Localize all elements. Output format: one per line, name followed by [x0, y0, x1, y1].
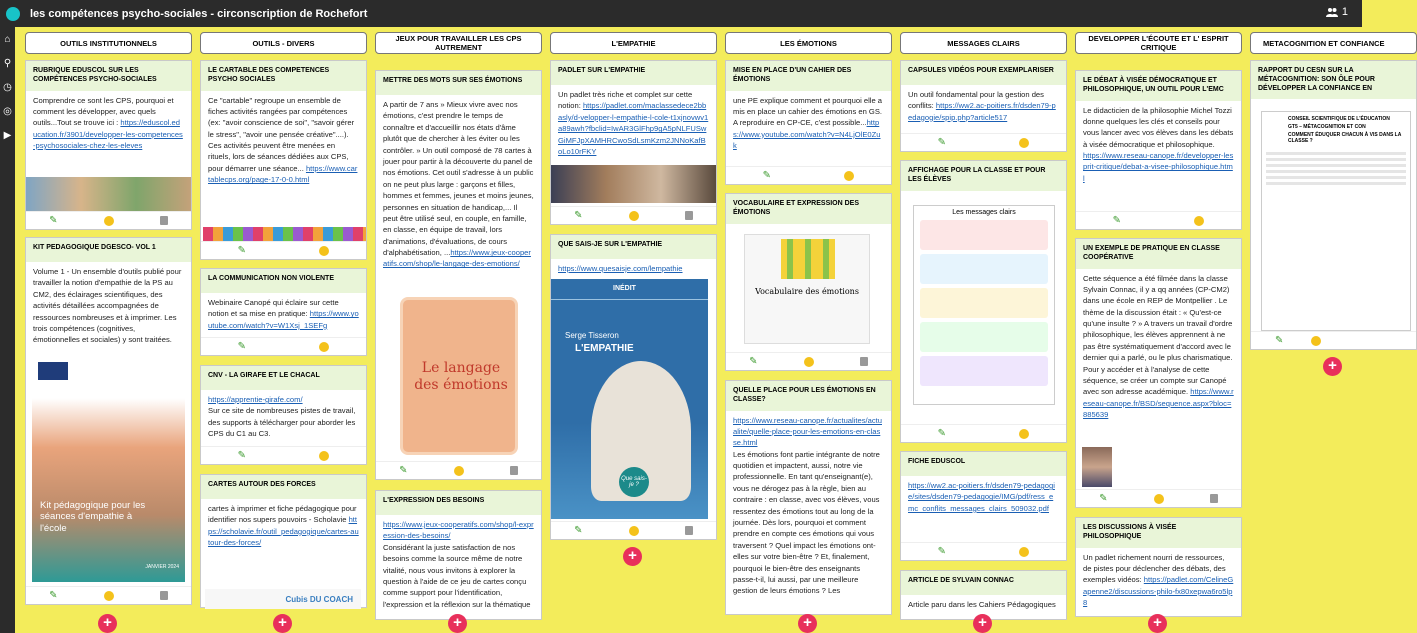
post-link[interactable]: https://www.cartablecps.org/page-17-0-0.html [208, 163, 358, 185]
column-header[interactable]: LES ÉMOTIONS [725, 32, 892, 54]
book-author: Serge Tisseron [565, 331, 619, 340]
post-card[interactable] [200, 268, 367, 356]
column-header[interactable]: L'EMPATHIE [550, 32, 717, 54]
left-toolbar [0, 27, 15, 633]
post-link[interactable]: https://www.jeux-cooperatifs.com/shop/le-langage-des-emotions/ [383, 248, 531, 269]
reaction-icon[interactable] [1194, 216, 1204, 226]
post-link[interactable]: https://www.youtube.com/watch?v=N4LjOlE0Zuk [733, 118, 881, 151]
column-empathie [550, 32, 717, 564]
post-text: Un outil fondamental pour la gestion des conflits: [908, 90, 1044, 111]
post-card[interactable] [1075, 238, 1242, 508]
column-ecoute-esprit-critique [1075, 32, 1242, 631]
post-card[interactable] [1250, 60, 1417, 350]
post-card[interactable] [200, 60, 367, 260]
pencil-icon[interactable]: ✎ [937, 428, 947, 439]
post-image [26, 177, 191, 211]
pencil-icon[interactable]: ✎ [574, 210, 583, 221]
post-text: Considérant la juste satisfaction de nos besoins comme la source même de notre vitalité, nous vous invitons à explorer la question à l'aide de ce jeu de cartes conçu comme support pour l'identification, l'expression et la réflexion sur la thématique [383, 542, 531, 609]
members-count: 1 [1341, 6, 1348, 18]
column-messages-clairs [900, 32, 1067, 631]
post-card[interactable] [900, 570, 1067, 620]
document-attachment-icon[interactable] [860, 357, 868, 366]
column-header[interactable]: OUTILS INSTITUTIONNELS [25, 32, 192, 54]
post-link[interactable]: https://scholavie.fr/outil_pedagogique/cartes-autour-des-forces/ [208, 515, 359, 548]
post-title: CNV - LA GIRAFE ET LE CHACAL [201, 366, 366, 390]
post-title: UN EXEMPLE DE PRATIQUE EN CLASSE COOPÉRATIVE [1076, 239, 1241, 269]
pencil-icon[interactable]: ✎ [399, 465, 408, 476]
pencil-icon[interactable]: ✎ [237, 450, 247, 461]
image-attachment-icon[interactable] [1210, 494, 1218, 503]
post-title: QUE SAIS-JE SUR L'EMPATHIE [551, 235, 716, 259]
add-post-button[interactable]: + [1323, 357, 1342, 376]
report-thumbnail [1261, 111, 1411, 331]
document-attachment-icon[interactable] [160, 591, 168, 600]
post-text: Volume 1 - Un ensemble d'outils publié pour travailler la notion d'empathie de la PS au CM2, des éclairages scientifiques, des activités détaillées accompagnées de ressources nombreuses et à imprimer. Les trois compétences (cognitives, émotionnelles et sociales) y sont traitées. [33, 267, 182, 345]
post-link[interactable]: https://ww2.ac-poitiers.fr/dsden79-pedagogie/sites/dsden79-pedagogie/IMG/pdf/ress_emc_conflits_messages_clairs_509032.pdf [908, 481, 1055, 513]
post-title: ARTICLE DE SYLVAIN CONNAC [901, 571, 1066, 595]
reaction-icon[interactable] [319, 342, 329, 352]
post-link[interactable]: https://www.reseau-canope.fr/BSD/sequence.aspx?bloc=885639 [1083, 387, 1234, 420]
post-text: Le didacticien de la philosophie Michel Tozzi donne quelques les clés et conseils pour vous lancer avec vos élèves dans les débats à visée démocratique et philosophique. [1083, 105, 1234, 149]
pencil-icon[interactable]: ✎ [1099, 493, 1108, 504]
post-title: METTRE DES MOTS SUR SES ÉMOTIONS [376, 71, 541, 95]
globe-icon[interactable]: ◎ [3, 105, 12, 117]
post-card[interactable] [375, 490, 542, 620]
pencil-icon[interactable]: ✎ [1275, 335, 1284, 346]
post-title: CARTES AUTOUR DES FORCES [201, 475, 366, 499]
author-photo [1082, 447, 1112, 487]
post-title: LE CARTABLE DES COMPETENCES PSYCHO SOCIALES [201, 61, 366, 91]
book-badge: INÉDIT [613, 285, 636, 292]
post-link[interactable]: https://eduscol.education.fr/3901/developper-les-competences-psychosociales-chez-les-eleves [33, 118, 183, 151]
reaction-icon[interactable] [319, 246, 329, 256]
post-title: RAPPORT DU CESN SUR LA MÉTACOGNITION: SON ÔLE POUR DÉVELOPPER LA CONFIANCE EN [1251, 61, 1416, 99]
report-heading: CONSEIL SCIENTIFIQUE DE L'ÉDUCATION [1288, 116, 1390, 122]
reaction-icon[interactable] [1019, 138, 1029, 148]
reaction-icon[interactable] [1019, 429, 1029, 439]
post-card[interactable] [375, 70, 542, 480]
column-metacognition [1250, 32, 1402, 374]
board [15, 27, 1402, 633]
post-text: une PE explique comment et pourquoi elle a mis en place un cahier des émotions en GS. A reproduire en CP-CE, c'est possible... [733, 95, 883, 128]
post-title: LE DÉBAT À VISÉE DÉMOCRATIQUE ET PHILOSOPHIQUE, UN OUTIL POUR L'EMC [1076, 71, 1241, 101]
post-image: Cubis DU COACH [205, 589, 361, 609]
column-emotions [725, 32, 892, 631]
post-card[interactable] [900, 451, 1067, 561]
reaction-icon[interactable] [454, 466, 464, 476]
column-jeux [375, 32, 542, 631]
post-link[interactable]: https://apprentie-girafe.com/ [208, 395, 303, 404]
vocab-image-title: Vocabulaire des émotions [755, 287, 859, 296]
post-title: FICHE EDUSCOL [901, 452, 1066, 476]
post-title: L'EXPRESSION DES BESOINS [376, 491, 541, 515]
post-text: Ce "cartable" regroupe un ensemble de fiches activités rangées par compétences (ex: "avoir conscience de soi", "savoir gérer le stress", "avoir une pensée créative"....). Ces activités peuvent être menées en rituels, lors de séances dédiées aux CPS, pour démarrer une séance... [208, 95, 355, 173]
post-card[interactable] [550, 234, 717, 540]
post-title: LA COMMUNICATION NON VIOLENTE [201, 269, 366, 293]
pencil-icon[interactable]: ✎ [937, 546, 947, 557]
people-icon [1326, 7, 1338, 17]
reaction-icon[interactable] [319, 451, 329, 461]
post-card[interactable] [1075, 517, 1242, 617]
reaction-icon[interactable] [844, 171, 854, 181]
post-card[interactable] [1075, 70, 1242, 230]
pencil-icon[interactable]: ✎ [237, 341, 247, 352]
post-text: Cette séquence a été filmée dans la classe Sylvain Connac, il y a qq années (CP-CM2) dans une école en REP de Montpellier . Le thème de la discussion était : « Qu'est-ce qu'une insulte ? » A travers un travail d'ordre philosophique, les élèves apprennent à ne pas être systématiquement d'accord avec le dernier qui a parlé, ou le plus charismatique. Pour y accéder et à l'analyse de cette séquence, se créer un compte sur Canopé avec son adresse académique. [1083, 273, 1233, 397]
add-post-button[interactable]: + [98, 614, 117, 633]
pencil-icon[interactable]: ✎ [1112, 215, 1122, 226]
post-card[interactable] [200, 474, 367, 608]
reaction-icon[interactable] [104, 591, 114, 601]
post-title: VOCABULAIRE ET EXPRESSION DES ÉMOTIONS [726, 194, 891, 224]
post-link[interactable]: https://ww2.ac-poitiers.fr/dsden79-pedagogie/spip.php?article517 [908, 101, 1056, 122]
post-text: Un padlet très riche et complet sur cette notion: [558, 90, 693, 111]
post-link[interactable]: https://www.youtube.com/watch?v=W1Xsj_1SEFg [208, 309, 359, 330]
post-title: LES DISCUSSIONS À VISÉE PHILOSOPHIQUE [1076, 518, 1241, 548]
post-link[interactable]: https://www.reseau-canope.fr/developper-lesprit-critique/debat-a-visee-philosophique.html [1083, 151, 1234, 183]
post-card[interactable] [725, 193, 892, 371]
card-game-title: Le langage des émotions [414, 360, 508, 393]
post-title: RUBRIQUE EDUSCOL SUR LES COMPÉTENCES PSYCHO-SOCIALES [26, 61, 191, 91]
card-game-image [400, 297, 518, 455]
column-header[interactable]: MESSAGES CLAIRS [900, 32, 1067, 54]
post-title: AFFICHAGE POUR LA CLASSE ET POUR LES ÉLÈVES [901, 161, 1066, 191]
report-question: COMMENT ÉDUQUER CHACUN À VIS DANS LA CLASSE ? [1288, 132, 1402, 144]
post-card[interactable] [550, 60, 717, 225]
post-link[interactable]: https://padlet.com/maclassedece2bbasly/d-velopper-l-empathie-l-cole-t1xjnovwv1a89awh?fbclid=IwAR3GlFhp9gA5pNLFUSwGiMFJpXAMHRCwoSdLsmKzm2JNNoKafBoLo10rFKY [558, 101, 709, 156]
post-card[interactable] [200, 365, 367, 465]
home-icon[interactable]: ⌂ [4, 33, 11, 45]
ministry-logo [38, 362, 68, 380]
book-series: Que sais-je ? [619, 467, 649, 497]
add-post-button[interactable]: + [973, 614, 992, 633]
book-cover-image [551, 279, 708, 519]
add-post-button[interactable]: + [1148, 614, 1167, 633]
post-text: Un padlet richement nourri de ressources, de pistes pour déclencher des débats, des exemples vidéos: [1083, 552, 1226, 585]
image-attachment-icon[interactable] [510, 466, 518, 475]
top-bar [0, 0, 1362, 27]
post-title: PADLET SUR L'EMPATHIE [551, 61, 716, 85]
kit-cover-date: JANVIER 2024 [145, 564, 179, 570]
messages-clairs-poster [913, 205, 1055, 405]
history-icon[interactable]: ◷ [3, 81, 12, 93]
pencil-icon[interactable]: ✎ [574, 525, 583, 536]
image-attachment-icon[interactable] [685, 211, 693, 220]
post-card[interactable] [25, 60, 192, 230]
post-text: Webinaire Canopé qui éclaire sur cette notion et sa mise en pratique: [208, 298, 339, 319]
column-outils-divers [200, 32, 367, 631]
search-icon[interactable]: ⚲ [3, 57, 12, 69]
reaction-icon[interactable] [104, 216, 114, 226]
column-header[interactable]: DEVELOPPER L'ÉCOUTE ET L' ESPRIT CRITIQUE [1075, 32, 1242, 54]
post-title: CAPSULES VIDÉOS POUR EXEMPLARISER [901, 61, 1066, 85]
members-button[interactable] [1326, 6, 1348, 18]
reaction-icon[interactable] [1311, 336, 1321, 346]
pencil-icon[interactable]: ✎ [49, 215, 58, 226]
column-header[interactable]: JEUX POUR TRAVAILLER LES CPS AUTREMENT [375, 32, 542, 54]
post-text: Les émotions font partie intégrante de notre quotidien et impactent, aussi, notre vie professionnelle. En tant qu'enseignant(e), vous ne dérogez pas à la règle, bien au contraire : en classe, avec vos élèves, vous ressentez des émotions tout au long de la journée. Dès lors, pourquoi et comment prendre en compte ces émotions qui vous traversent ? Quel impact les émotions ont-elles sur votre bien-être ? Et, finalement, pourquoi le bien-être des enseignants passe-t-il, lui aussi, par une meilleure gestion de leurs émotions ? Les [733, 449, 880, 596]
reaction-icon[interactable] [804, 357, 814, 367]
post-link[interactable]: https://www.reseau-canope.fr/actualites/actualite/quelle-place-pour-les-emotions-en-classe.html [733, 415, 882, 448]
post-title: MISE EN PLACE D'UN CAHIER DES ÉMOTIONS [726, 61, 891, 91]
image-attachment-icon[interactable] [685, 526, 693, 535]
kit-cover-caption: Kit pédagogique pour les séances d'empathie à l'école [40, 500, 146, 534]
post-link[interactable]: https://www.jeux-cooperatifs.com/shop/l-expression-des-besoins/ [383, 520, 534, 541]
slideshow-icon[interactable]: ▶ [3, 129, 12, 141]
reaction-icon[interactable] [1154, 494, 1164, 504]
poster-title: Les messages clairs [952, 209, 1016, 216]
post-image [551, 165, 716, 203]
post-text: Article paru dans les Cahiers Pédagogiques [908, 600, 1056, 609]
post-link[interactable]: https://www.quesaisje.com/lempathie [558, 264, 683, 273]
column-header[interactable]: OUTILS - DIVERS [200, 32, 367, 54]
reaction-icon[interactable] [1019, 547, 1029, 557]
image-attachment-icon[interactable] [160, 216, 168, 225]
post-text: cartes à imprimer et fiche pédagogique pour identifier nos supers pouvoirs - Scholavie [208, 504, 357, 525]
pencil-icon[interactable]: ✎ [237, 245, 247, 256]
column-outils-institutionnels [25, 32, 192, 631]
column-header[interactable]: METACOGNITION ET CONFIANCE [1250, 32, 1417, 54]
post-card[interactable] [900, 160, 1067, 443]
add-post-button[interactable]: + [798, 614, 817, 633]
pencil-icon[interactable]: ✎ [937, 137, 947, 148]
reaction-icon[interactable] [629, 211, 639, 221]
post-card[interactable] [725, 60, 892, 185]
add-post-button[interactable]: + [448, 614, 467, 633]
post-card[interactable] [900, 60, 1067, 152]
add-post-button[interactable]: + [273, 614, 292, 633]
post-card[interactable] [25, 237, 192, 605]
reaction-icon[interactable] [629, 526, 639, 536]
add-post-button[interactable]: + [623, 547, 642, 566]
post-text: Comprendre ce sont les CPS, pourquoi et comment les développer, avec quels outils...Tout se trouve ici : [33, 95, 174, 128]
post-title: QUELLE PLACE POUR LES ÉMOTIONS EN CLASSE? [726, 381, 891, 411]
post-text: A partir de 7 ans » Mieux vivre avec nos émotions, c'est prendre le temps de connaître et d'accueillir nos états d'âme plutôt que de chercher à les éviter ou les contrôler. » Un outil composé de 78 cartes à jouer pour partir à la découverte du panel de nos émotions. Cet outil s'adresse à un public on ne peut plus large : garçons et filles, hommes et femmes, jeunes et moins jeunes, personnes en situation de handicap,... Il peut être utilisé seul, en couple, en famille, en classe, en équipe de travail, lors d'animations, d'évaluations, de cours d'alphabétisation, ... [383, 100, 534, 258]
post-title: KIT PEDAGOGIQUE DGESCO- VOL 1 [26, 238, 191, 262]
kit-cover-image [32, 358, 185, 582]
report-subheading: GT5 – MÉTACOGNITION ET CON [1288, 124, 1366, 130]
pencil-icon[interactable]: ✎ [762, 170, 772, 181]
book-title: L'EMPATHIE [575, 343, 634, 354]
vocab-image [744, 234, 870, 344]
padlet-logo[interactable] [6, 7, 20, 21]
emoji-grid [781, 239, 835, 279]
post-card[interactable] [725, 380, 892, 615]
pencil-icon[interactable]: ✎ [749, 356, 758, 367]
pencil-icon[interactable]: ✎ [49, 590, 58, 601]
post-link[interactable]: https://padlet.com/CelineGapenne2/discussions-philo-fx80xepwa6ro5lp8 [1083, 575, 1234, 608]
post-text: Sur ce site de nombreuses pistes de travail, des supports à télécharger pour aborder les CPS du C1 au C3. [208, 406, 356, 439]
board-title: les compétences psycho-sociales - circonscription de Rochefort [30, 7, 368, 20]
